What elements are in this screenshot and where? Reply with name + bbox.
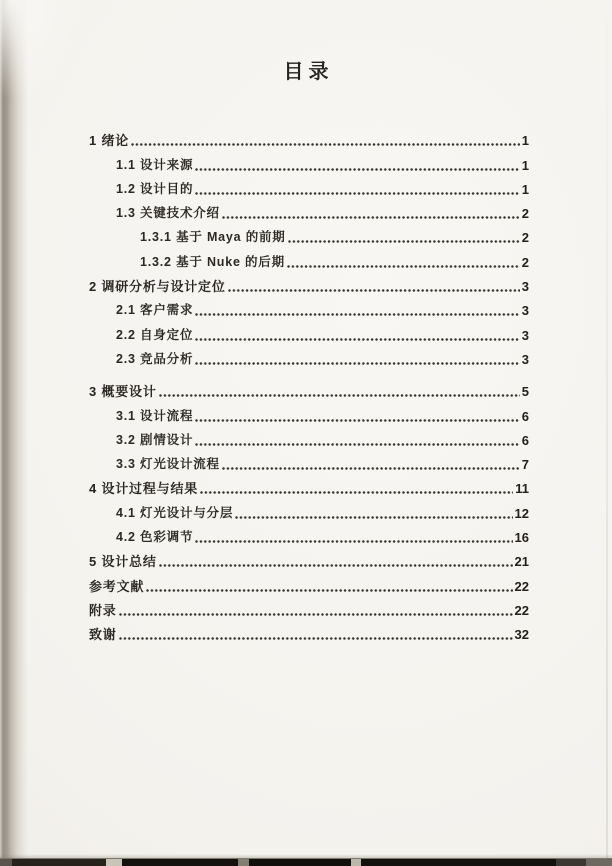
toc-entry: [89, 524, 529, 548]
toc-entry-label: 致谢: [89, 627, 117, 643]
page-number: 5: [521, 384, 529, 400]
page-number: 3: [521, 351, 529, 367]
toc-entry-label: 4.2 色彩调节: [116, 530, 194, 545]
toc-entry: [89, 273, 529, 297]
page-number: 32: [514, 627, 529, 643]
toc-entry-label: 附录: [89, 602, 117, 618]
dot-leader: [119, 636, 513, 641]
toc-entry: [89, 402, 529, 426]
toc-entry-label: 2.1 客户需求: [116, 303, 194, 318]
spine-shadow: [0, 0, 28, 858]
toc-entry: [89, 176, 529, 200]
toc-entry: [89, 427, 529, 451]
dot-leader: [228, 288, 520, 293]
page-number: 11: [515, 481, 529, 497]
dot-leader: [222, 215, 520, 220]
dot-leader: [131, 142, 520, 147]
dot-leader: [288, 239, 520, 244]
toc-entry-label: 参考文献: [89, 578, 145, 594]
dot-leader: [235, 515, 512, 520]
toc-entry-label: 3.3 灯光设计流程: [116, 457, 220, 472]
toc-entry-label: 1 绪论: [89, 133, 130, 149]
toc-entry: [89, 597, 529, 621]
page-number: 6: [521, 432, 529, 448]
dot-leader: [195, 418, 520, 423]
page-number: 6: [521, 408, 529, 424]
toc-entry-label: 4.1 灯光设计与分层: [116, 505, 234, 520]
dot-leader: [119, 612, 513, 617]
toc-list: [89, 127, 529, 645]
page-number: 2: [521, 230, 529, 246]
page-number: 2: [521, 254, 529, 270]
toc-entry-label: 2.3 竞品分析: [116, 351, 194, 366]
toc-entry: [89, 499, 529, 523]
toc-entry: [89, 248, 529, 272]
page-number: 1: [521, 181, 529, 197]
toc-entry: [89, 346, 529, 370]
toc-entry: [89, 321, 529, 345]
dot-leader: [195, 442, 520, 447]
dot-leader: [195, 361, 520, 366]
toc-title: 目录: [283, 61, 334, 83]
toc-entry: [89, 451, 529, 475]
toc-entry-label: 1.2 设计目的: [116, 181, 194, 196]
page-number: 7: [521, 457, 529, 473]
toc-entry-label: 1.3 关键技术介绍: [116, 206, 220, 221]
toc-entry: [89, 224, 529, 248]
toc-entry: [89, 378, 529, 402]
toc-entry: [89, 548, 529, 572]
page-number: 3: [521, 303, 529, 319]
page-number: 12: [514, 505, 529, 521]
toc-entry-label: 2.2 自身定位: [116, 327, 194, 342]
toc-entry-label: 3.2 剧情设计: [116, 432, 194, 447]
dot-leader: [195, 539, 512, 544]
toc-entry-label: 1.1 设计来源: [116, 157, 194, 172]
page-number: 21: [514, 554, 529, 570]
dot-leader: [195, 191, 520, 196]
scan-right-line: [606, 0, 608, 858]
toc-entry: [89, 127, 529, 151]
dot-leader: [200, 490, 513, 495]
dot-leader: [195, 312, 520, 317]
toc-entry: [89, 572, 529, 596]
dot-leader: [287, 264, 520, 269]
toc-entry: [89, 200, 529, 224]
page-number: 16: [514, 530, 529, 546]
toc-entry: [89, 151, 529, 175]
toc-entry-label: 2 调研分析与设计定位: [89, 279, 226, 295]
dot-leader: [146, 588, 512, 593]
page-number: 3: [521, 327, 529, 343]
dot-leader: [222, 466, 520, 471]
toc-entry-label: 1.3.2 基于 Nuke 的后期: [140, 254, 285, 269]
toc-entry-label: 3.1 设计流程: [116, 408, 194, 423]
page-number: 22: [514, 578, 529, 594]
toc-entry-label: 1.3.1 基于 Maya 的前期: [140, 230, 286, 245]
toc-entry: [89, 475, 529, 499]
dot-leader: [195, 167, 520, 172]
book-bottom-edge: [0, 858, 612, 866]
page-corner-curl: [0, 0, 80, 100]
page-number: 1: [521, 133, 529, 149]
page-number: 22: [514, 602, 529, 618]
page-number: 1: [521, 157, 529, 173]
toc-entry: [89, 621, 529, 645]
toc-entry-label: 4 设计过程与结果: [89, 481, 199, 497]
dot-leader: [159, 563, 513, 568]
page-number: 2: [521, 206, 529, 222]
dot-leader: [195, 337, 520, 342]
toc-entry-label: 3 概要设计: [89, 384, 157, 400]
page-number: 3: [521, 279, 529, 295]
toc-entry-label: 5 设计总结: [89, 554, 157, 570]
toc-entry: [89, 297, 529, 321]
dot-leader: [159, 393, 520, 398]
